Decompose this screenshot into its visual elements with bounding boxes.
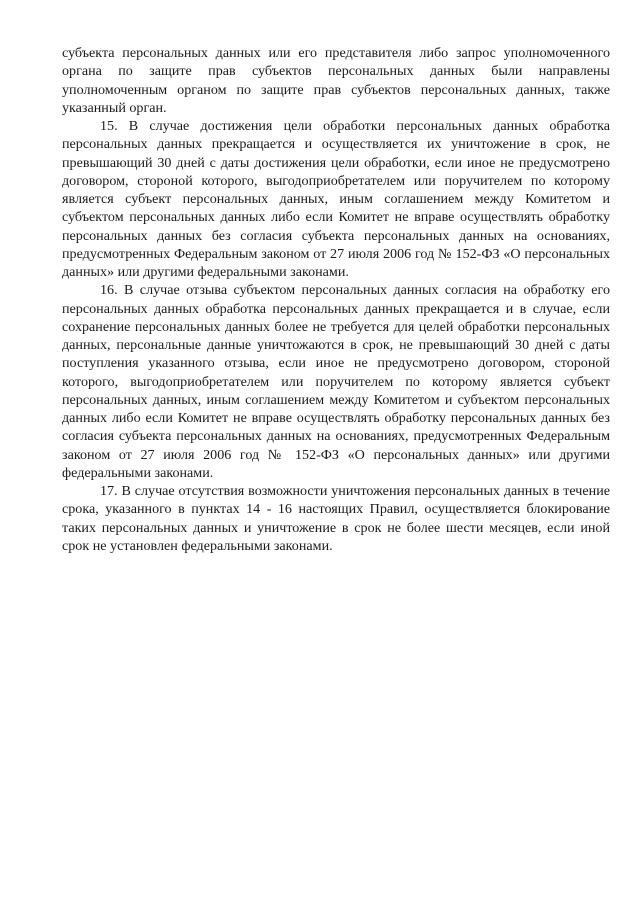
paragraph-15: 15. В случае достижения цели обработки персональных данных обработка персональных данных прекращается и осуществляется их уничтожение в срок, не превышающий 30 дней с даты достижения цели обработки, если иное не предусмотрено договором, стороной которого, выгодоприобретателем или поручителем по которому является субъект персональных данных, иным соглашением между Комитетом и субъектом персональных данных либо если Комитет не вправе осуществлять обработку персональных данных без согласия субъекта персональных данных на основаниях, предусмотренных Федеральным законом от 27 июля 2006 год № 152-ФЗ «О персональных данных» или другими федеральными законами. xyxy=(62,118,610,280)
paragraph-17: 17. В случае отсутствия возможности уничтожения персональных данных в течение срока, указанного в пунктах 14 - 16 настоящих Правил, осуществляется блокирование таких персональных данных и уничтожение в срок не более шести месяцев, если иной срок не установлен федеральными законами. xyxy=(62,483,610,554)
document-body xyxy=(62,44,610,555)
paragraph-continuation: субъекта персональных данных или его представителя либо запрос уполномоченного органа по защите прав субъектов персональных данных были направлены уполномоченным органом по защите прав субъектов персональных данных, также указанный орган. xyxy=(62,45,610,116)
paragraph-16: 16. В случае отзыва субъектом персональных данных согласия на обработку его персональных данных обработка персональных данных прекращается и в случае, если сохранение персональных данных более не требуется для целей обработки персональных данных, персональные данные уничтожаются в срок, не превышающий 30 дней с даты поступления указанного отзыва, если иное не предусмотрено договором, стороной которого, выгодоприобретателем или поручителем по которому является субъект персональных данных, иным соглашением между Комитетом и субъектом персональных данных либо если Комитет не вправе осуществлять обработку персональных данных без согласия субъекта персональных данных на основаниях, предусмотренных Федеральным законом от 27 июля 2006 год № 152-ФЗ «О персональных данных» или другими федеральными законами. xyxy=(62,282,610,481)
